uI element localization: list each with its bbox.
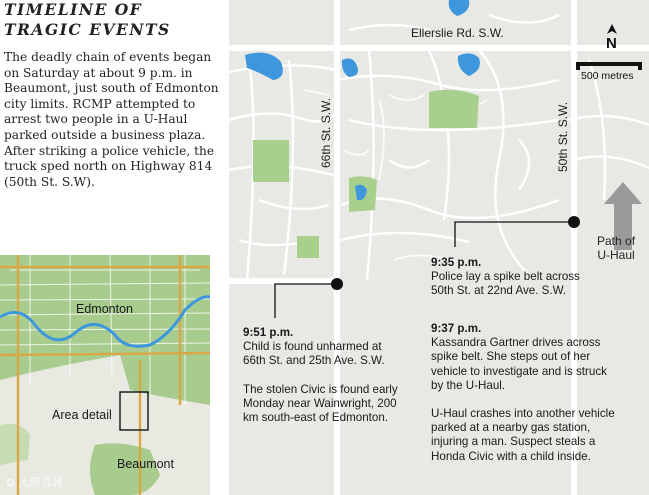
scale-bar bbox=[576, 62, 642, 66]
inset-urban-west bbox=[0, 424, 30, 465]
path-label-line-1: Path of bbox=[597, 234, 636, 248]
event-937 bbox=[431, 322, 621, 464]
event-937-time: 9:37 p.m. bbox=[431, 322, 482, 335]
event-951-text-2: The stolen Civic is found early Monday near Wainwright, 200 km south-east of Edmonton. bbox=[243, 382, 398, 425]
watermark: ⊙ 大陸音訊 bbox=[6, 476, 63, 489]
park-4 bbox=[297, 236, 319, 258]
path-label bbox=[597, 234, 635, 262]
inset-label-beaumont: Beaumont bbox=[117, 457, 174, 471]
event-937-text-2: U-Haul crashes into another vehicle parked at a nearby gas station, injuring a man. Suspect steals a Honda Civic with a child inside. bbox=[431, 407, 615, 463]
road-label-66th: 66th St. S.W. bbox=[319, 97, 333, 168]
path-label-line-2: U-Haul bbox=[597, 248, 635, 262]
event-935 bbox=[431, 256, 601, 299]
detail-map bbox=[229, 0, 649, 495]
intro-paragraph: The deadly chain of events began on Saturday at about 9 p.m. in Beaumont, just south of Edmonton city limits. RCMP attempted to arrest two people in a U-Haul parked outside a business plaza. After striking a police vehicle, the truck sped north on Highway 814 (50th St. S.W). bbox=[4, 50, 219, 189]
road-label-ellerslie: Ellerslie Rd. S.W. bbox=[411, 26, 504, 40]
title-line-2: TRAGIC EVENTS bbox=[4, 20, 171, 39]
inset-label-edmonton: Edmonton bbox=[76, 302, 133, 316]
inset-map bbox=[0, 255, 210, 495]
title-line-1: TIMELINE OF bbox=[4, 0, 143, 19]
event-935-text: Police lay a spike belt across 50th St. at 22nd Ave. S.W. bbox=[431, 270, 580, 298]
marker-951 bbox=[331, 278, 343, 290]
event-937-text: Kassandra Gartner drives across spike belt. She steps out of her vehicle to investigate and is struck by the U-Haul. bbox=[431, 336, 607, 392]
road-label-50th: 50th St. S.W. bbox=[556, 101, 570, 172]
event-951 bbox=[243, 326, 403, 425]
north-label: N bbox=[606, 35, 617, 52]
marker-935 bbox=[568, 216, 580, 228]
event-951-text: Child is found unharmed at 66th St. and 25th Ave. S.W. bbox=[243, 340, 385, 368]
park-2 bbox=[253, 140, 289, 182]
inset-map-graphic bbox=[0, 255, 210, 495]
inset-label-area-detail: Area detail bbox=[52, 408, 112, 422]
park-1 bbox=[429, 90, 479, 128]
event-935-time: 9:35 p.m. bbox=[431, 256, 482, 269]
event-951-time: 9:51 p.m. bbox=[243, 326, 294, 339]
scale-label: 500 metres bbox=[581, 70, 634, 82]
page-title bbox=[4, 0, 224, 40]
